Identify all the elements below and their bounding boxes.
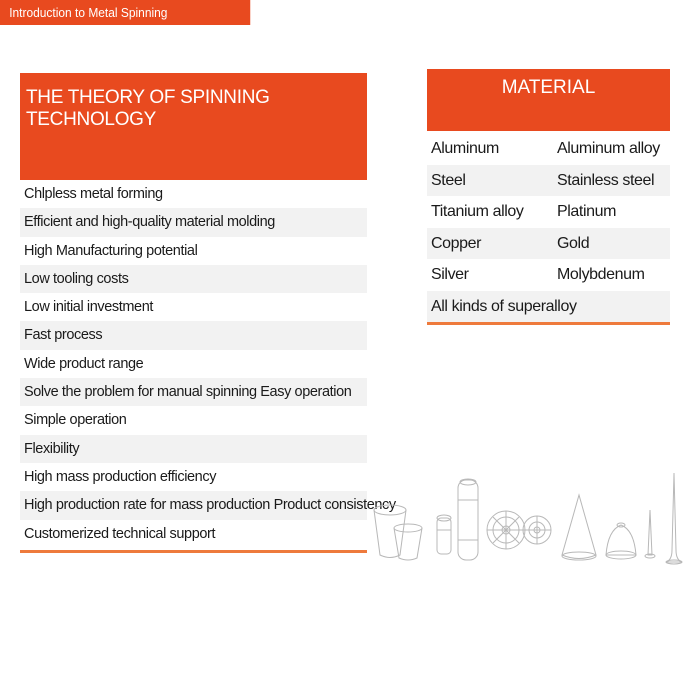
material-cell: Molybdenum — [557, 266, 645, 283]
list-item: Customerized technical support — [24, 525, 216, 542]
list-item: Chlpless metal forming — [24, 186, 163, 202]
material-divider — [427, 322, 670, 325]
list-item: Efficient and high-quality material molding — [20, 208, 367, 236]
canister-icon — [437, 515, 451, 554]
material-table — [427, 133, 670, 322]
list-item: Fast process — [20, 321, 367, 349]
cone-icon — [562, 495, 596, 560]
material-header — [427, 69, 670, 131]
horn-icon — [666, 473, 682, 564]
table-row — [427, 228, 670, 260]
material-cell: Stainless steel — [557, 171, 655, 189]
list-item: Low initial investment — [24, 299, 154, 316]
material-title: MATERIAL — [501, 77, 596, 98]
material-cell: Silver — [431, 266, 469, 283]
nozzle-icon — [645, 510, 655, 558]
material-panel — [427, 69, 670, 325]
material-cell: Gold — [557, 234, 590, 252]
material-cell: Aluminum alloy — [557, 140, 660, 157]
theory-header — [20, 73, 367, 180]
bell-icon — [606, 523, 636, 559]
theory-divider — [20, 550, 367, 553]
material-cell: Steel — [431, 171, 466, 189]
list-item: Flexibility — [20, 435, 367, 463]
list-item: High production rate for mass production Product consistency — [20, 491, 367, 519]
bottle-icon — [458, 479, 478, 560]
table-row — [427, 165, 670, 197]
list-item: Simple operation — [24, 412, 127, 429]
theory-list — [20, 180, 396, 548]
cup-icon — [374, 505, 422, 560]
theory-title: THE THEORY OF SPINNING TECHNOLOGY — [26, 87, 270, 130]
list-item: Solve the problem for manual spinning Easy operation — [20, 378, 367, 406]
material-cell: Platinum — [557, 203, 617, 220]
table-row — [427, 291, 670, 323]
banner-title: Introduction to Metal Spinning — [9, 5, 168, 20]
wheel-icon — [487, 511, 525, 549]
material-cell: Aluminum — [431, 140, 499, 157]
list-item: High Manufacturing potential — [24, 242, 198, 259]
spun-products-illustration — [370, 470, 690, 565]
table-row — [427, 259, 670, 291]
list-item: Low tooling costs — [20, 265, 367, 293]
theory-panel — [20, 73, 396, 553]
list-item: Wide product range — [24, 355, 144, 372]
material-cell: All kinds of superalloy — [431, 297, 577, 315]
table-row — [427, 133, 670, 165]
material-cell: Copper — [431, 234, 482, 252]
material-cell: Titanium alloy — [431, 203, 524, 220]
table-row — [427, 196, 670, 228]
wheel-icon — [523, 516, 551, 544]
list-item: High mass production efficiency — [24, 468, 217, 485]
top-banner — [0, 0, 250, 25]
